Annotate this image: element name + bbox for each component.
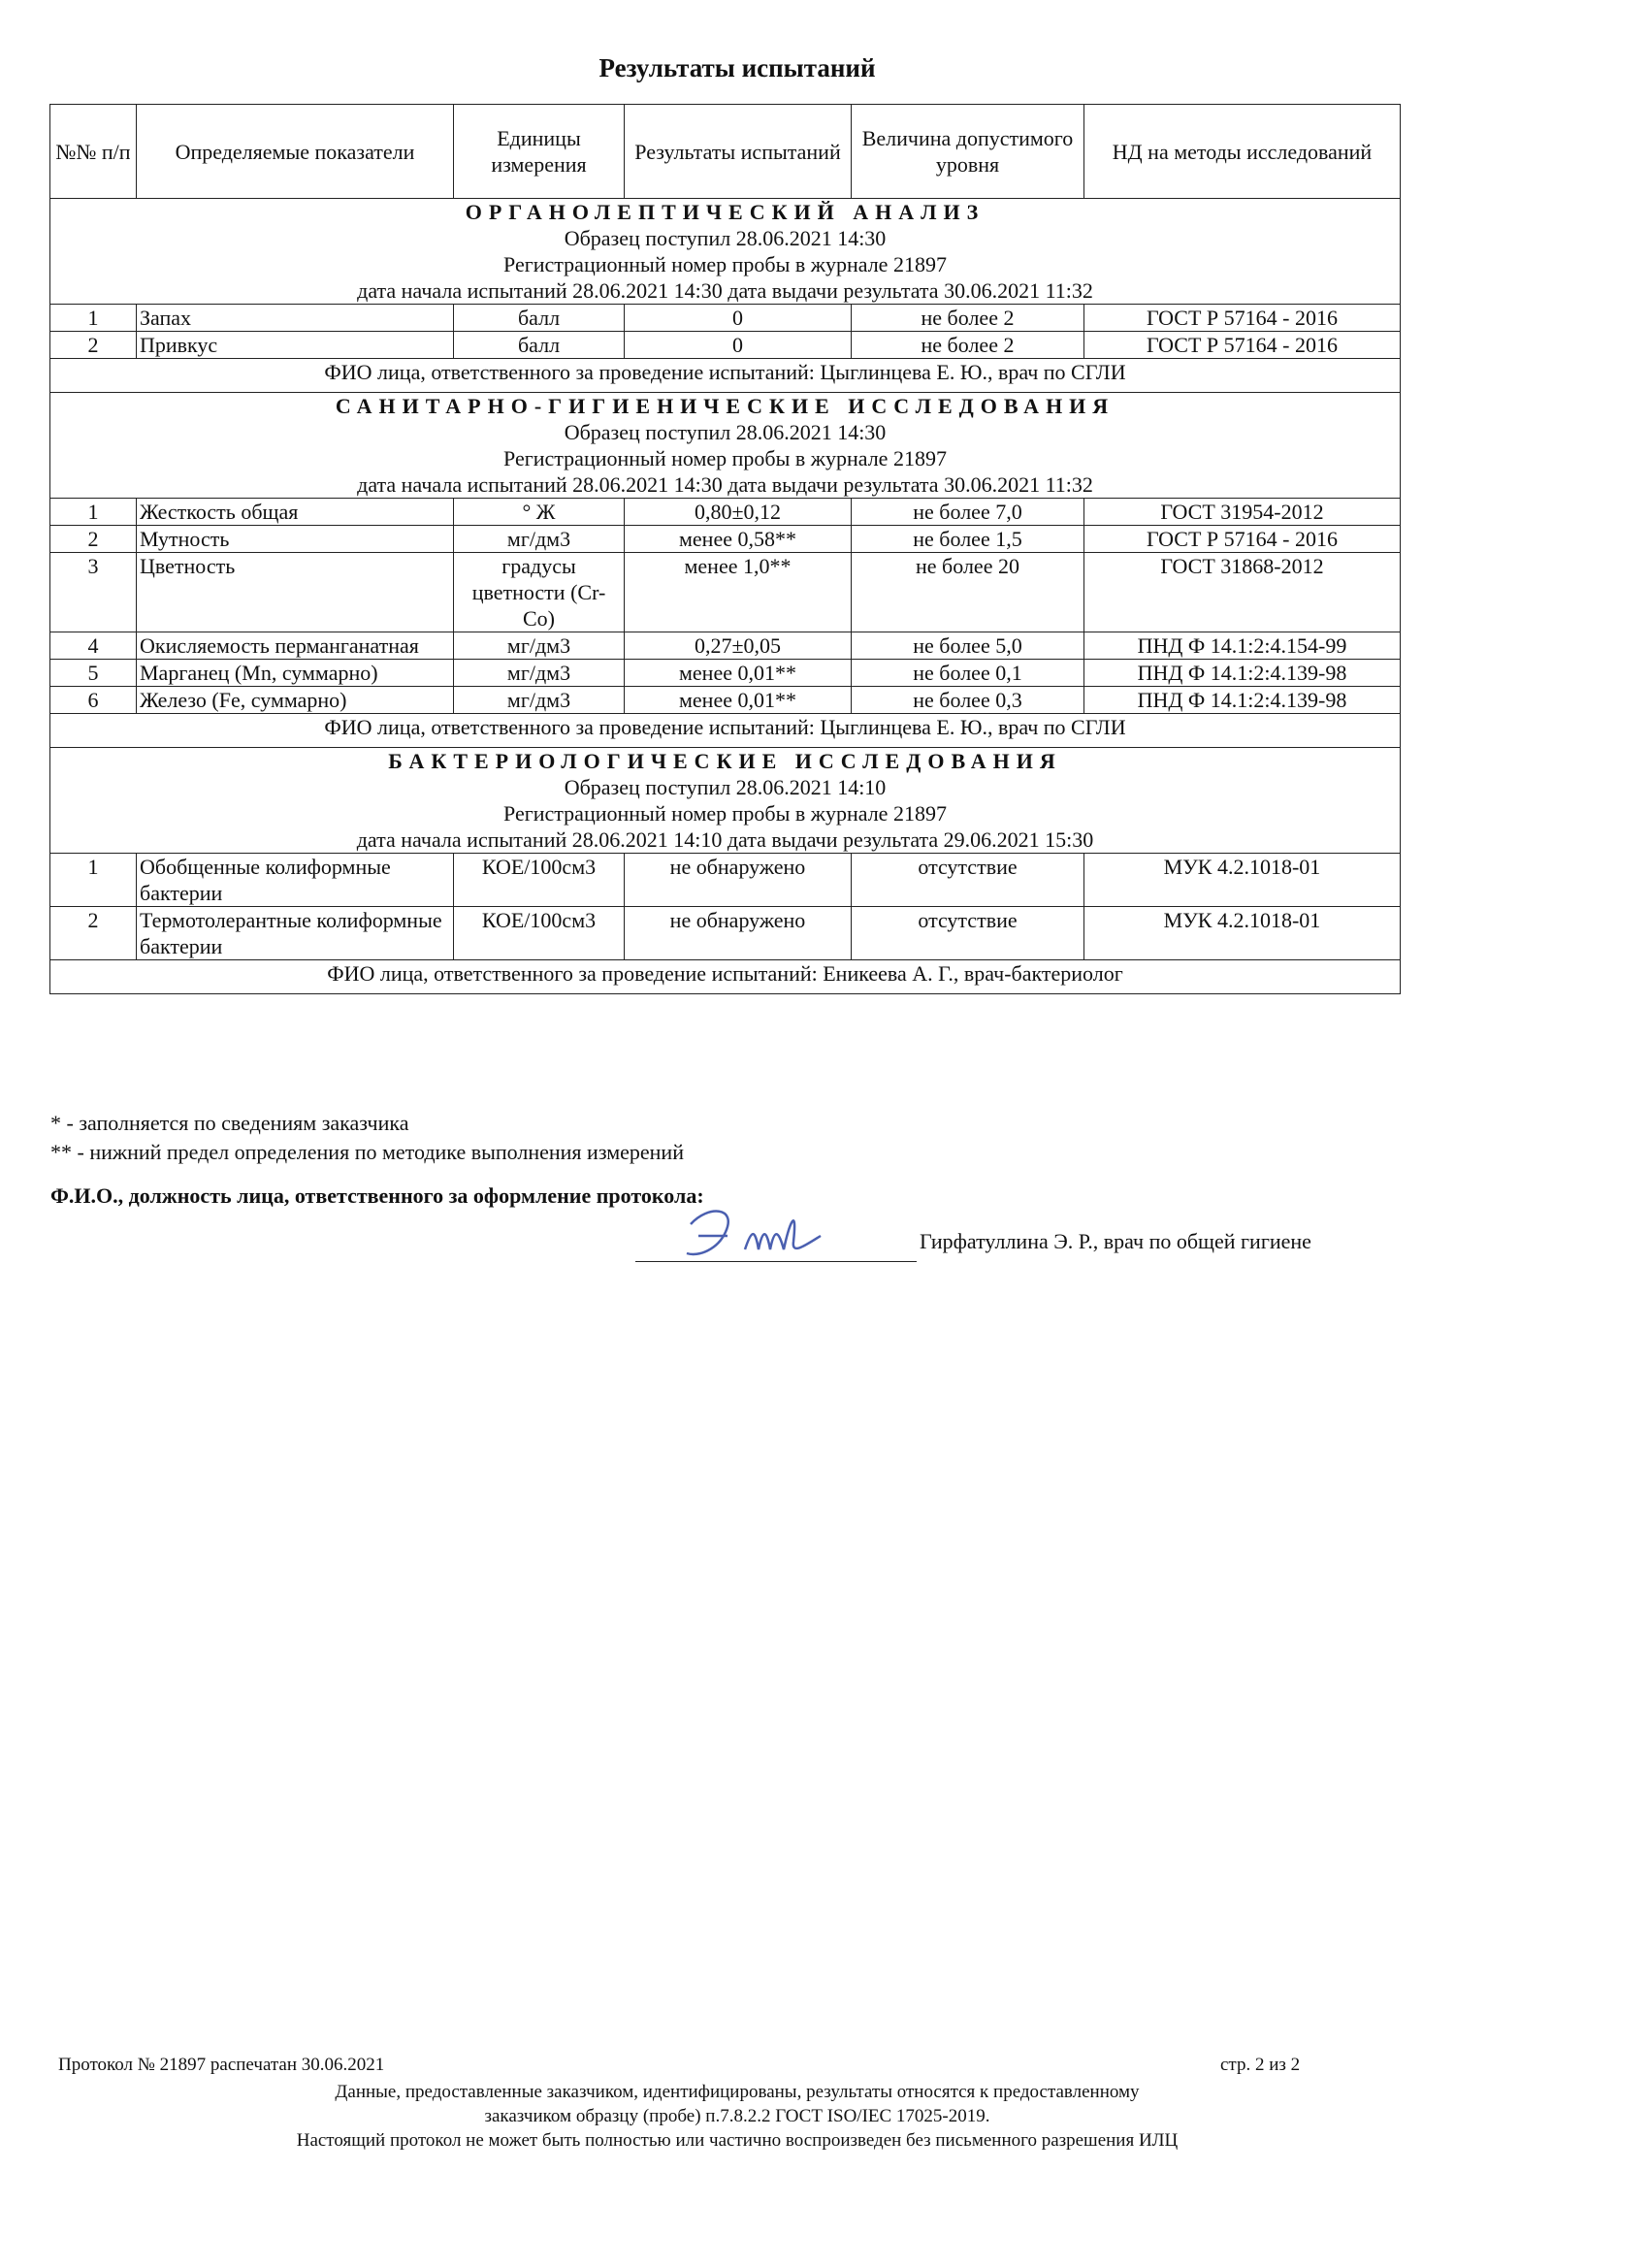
row-number: 2	[50, 907, 137, 960]
test-dates: дата начала испытаний 28.06.2021 14:30 дата выдачи результата 30.06.2021 11:32	[357, 472, 1093, 497]
row-number: 1	[50, 499, 137, 526]
registration-number: Регистрационный номер пробы в журнале 21897	[503, 446, 947, 470]
table-header-row	[50, 105, 1401, 199]
unit: градусы цветности (Cr-Co)	[454, 553, 625, 632]
indicator-name: Привкус	[137, 332, 454, 359]
test-result: 0,27±0,05	[625, 632, 852, 660]
section-header-row	[50, 199, 1401, 305]
unit: мг/дм3	[454, 660, 625, 687]
test-result: 0	[625, 305, 852, 332]
indicator-name: Окисляемость перманганатная	[137, 632, 454, 660]
table-row	[50, 632, 1401, 660]
test-method: ПНД Ф 14.1:2:4.139-98	[1084, 687, 1401, 714]
results-table	[49, 104, 1401, 994]
table-row	[50, 553, 1401, 632]
test-method: ГОСТ 31868-2012	[1084, 553, 1401, 632]
signature-line	[635, 1261, 917, 1262]
unit: ° Ж	[454, 499, 625, 526]
test-method: ПНД Ф 14.1:2:4.139-98	[1084, 660, 1401, 687]
test-dates: дата начала испытаний 28.06.2021 14:10 дата выдачи результата 29.06.2021 15:30	[356, 827, 1094, 852]
test-result: менее 0,01**	[625, 687, 852, 714]
header-number: №№ п/п	[50, 105, 137, 199]
sample-received: Образец поступил 28.06.2021 14:30	[564, 226, 887, 250]
responsible-row	[50, 714, 1401, 748]
footer-line-3: Настоящий протокол не может быть полностью или частично воспроизведен без письменного разрешения ИЛЦ	[296, 2130, 1179, 2151]
test-method: ПНД Ф 14.1:2:4.154-99	[1084, 632, 1401, 660]
row-number: 1	[50, 854, 137, 907]
responsible-person-label: Ф.И.О., должность лица, ответственного за оформление протокола:	[50, 1183, 704, 1208]
unit: балл	[454, 305, 625, 332]
indicator-name: Мутность	[137, 526, 454, 553]
indicator-name: Жесткость общая	[137, 499, 454, 526]
registration-number: Регистрационный номер пробы в журнале 21897	[503, 801, 947, 826]
section-title: БАКТЕРИОЛОГИЧЕСКИЕ ИССЛЕДОВАНИЯ	[388, 749, 1062, 773]
unit: КОЕ/100см3	[454, 854, 625, 907]
row-number: 2	[50, 526, 137, 553]
row-number: 3	[50, 553, 137, 632]
header-units: Единицы измерения	[454, 105, 625, 199]
footer-line-1: Данные, предоставленные заказчиком, идентифицированы, результаты относятся к предоставленному	[335, 2082, 1140, 2102]
footnote-detection-limit: ** - нижний предел определения по методике выполнения измерений	[50, 1140, 684, 1164]
indicator-name: Обобщенные колиформные бактерии	[137, 854, 454, 907]
section-title: САНИТАРНО-ГИГИЕНИЧЕСКИЕ ИССЛЕДОВАНИЯ	[335, 394, 1116, 418]
row-number: 6	[50, 687, 137, 714]
table-row	[50, 687, 1401, 714]
permissible-level: не более 0,1	[852, 660, 1084, 687]
responsible-row	[50, 960, 1401, 994]
footer-disclaimer	[0, 2080, 1474, 2153]
row-number: 1	[50, 305, 137, 332]
table-body	[50, 199, 1401, 994]
section-header	[50, 199, 1401, 305]
table-row	[50, 907, 1401, 960]
test-method: ГОСТ Р 57164 - 2016	[1084, 526, 1401, 553]
test-method: МУК 4.2.1018-01	[1084, 907, 1401, 960]
permissible-level: не более 0,3	[852, 687, 1084, 714]
responsible-person: ФИО лица, ответственного за проведение испытаний: Еникеева А. Г., врач-бактериолог	[50, 960, 1401, 994]
header-limit: Величина допустимого уровня	[852, 105, 1084, 199]
table-row	[50, 854, 1401, 907]
test-result: 0	[625, 332, 852, 359]
page-number: стр. 2 из 2	[1220, 2055, 1301, 2075]
test-method: МУК 4.2.1018-01	[1084, 854, 1401, 907]
table-row	[50, 526, 1401, 553]
table-row	[50, 660, 1401, 687]
responsible-row	[50, 359, 1401, 393]
test-result: менее 0,01**	[625, 660, 852, 687]
responsible-person: ФИО лица, ответственного за проведение испытаний: Цыглинцева Е. Ю., врач по СГЛИ	[50, 714, 1401, 748]
indicator-name: Запах	[137, 305, 454, 332]
signatory-name: Гирфатуллина Э. Р., врач по общей гигиене	[920, 1229, 1311, 1253]
header-indicator: Определяемые показатели	[137, 105, 454, 199]
indicator-name: Марганец (Mn, суммарно)	[137, 660, 454, 687]
test-result: 0,80±0,12	[625, 499, 852, 526]
row-number: 5	[50, 660, 137, 687]
permissible-level: отсутствие	[852, 907, 1084, 960]
handwritten-signature	[669, 1193, 844, 1280]
unit: мг/дм3	[454, 687, 625, 714]
indicator-name: Железо (Fe, суммарно)	[137, 687, 454, 714]
page-title: Результаты испытаний	[598, 53, 876, 82]
section-header-row	[50, 393, 1401, 499]
permissible-level: не более 2	[852, 305, 1084, 332]
permissible-level: не более 20	[852, 553, 1084, 632]
indicator-name: Термотолерантные колиформные бактерии	[137, 907, 454, 960]
table-row	[50, 332, 1401, 359]
table-row	[50, 499, 1401, 526]
permissible-level: не более 1,5	[852, 526, 1084, 553]
header-results: Результаты испытаний	[625, 105, 852, 199]
test-method: ГОСТ Р 57164 - 2016	[1084, 332, 1401, 359]
test-method: ГОСТ Р 57164 - 2016	[1084, 305, 1401, 332]
protocol-print-info: Протокол № 21897 распечатан 30.06.2021	[58, 2055, 385, 2075]
footnotes	[50, 1109, 684, 1167]
sample-received: Образец поступил 28.06.2021 14:30	[564, 420, 887, 444]
unit: мг/дм3	[454, 632, 625, 660]
test-method: ГОСТ 31954-2012	[1084, 499, 1401, 526]
section-header	[50, 393, 1401, 499]
section-header-row	[50, 748, 1401, 854]
unit: балл	[454, 332, 625, 359]
responsible-person: ФИО лица, ответственного за проведение испытаний: Цыглинцева Е. Ю., врач по СГЛИ	[50, 359, 1401, 393]
unit: мг/дм3	[454, 526, 625, 553]
sample-received: Образец поступил 28.06.2021 14:10	[564, 775, 887, 799]
table-row	[50, 305, 1401, 332]
section-header	[50, 748, 1401, 854]
row-number: 4	[50, 632, 137, 660]
footnote-customer: * - заполняется по сведениям заказчика	[50, 1111, 409, 1135]
permissible-level: отсутствие	[852, 854, 1084, 907]
row-number: 2	[50, 332, 137, 359]
section-title: ОРГАНОЛЕПТИЧЕСКИЙ АНАЛИЗ	[465, 200, 986, 224]
header-method: НД на методы исследований	[1084, 105, 1401, 199]
indicator-name: Цветность	[137, 553, 454, 632]
registration-number: Регистрационный номер пробы в журнале 21897	[503, 252, 947, 276]
footer-line-2: заказчиком образцу (пробе) п.7.8.2.2 ГОСТ ISO/IEC 17025-2019.	[484, 2106, 990, 2126]
permissible-level: не более 2	[852, 332, 1084, 359]
test-result: менее 1,0**	[625, 553, 852, 632]
unit: КОЕ/100см3	[454, 907, 625, 960]
test-result: менее 0,58**	[625, 526, 852, 553]
test-result: не обнаружено	[625, 907, 852, 960]
permissible-level: не более 7,0	[852, 499, 1084, 526]
permissible-level: не более 5,0	[852, 632, 1084, 660]
test-result: не обнаружено	[625, 854, 852, 907]
test-dates: дата начала испытаний 28.06.2021 14:30 дата выдачи результата 30.06.2021 11:32	[357, 278, 1093, 303]
